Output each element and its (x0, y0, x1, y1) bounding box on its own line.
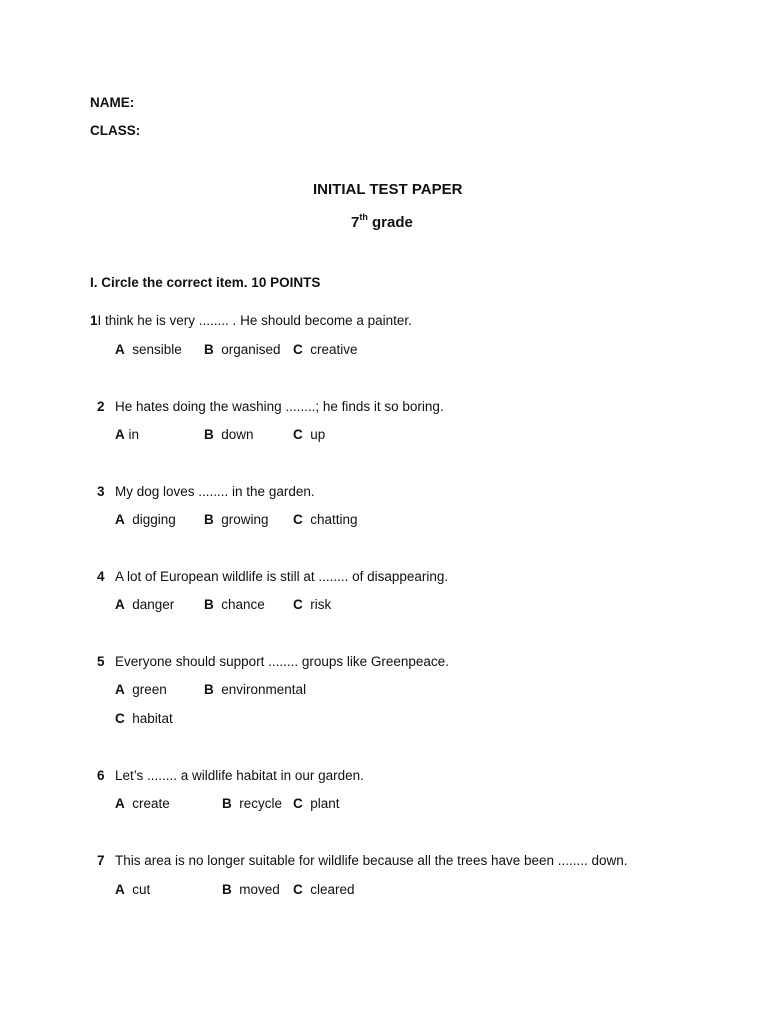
question-2-number: 2 (97, 399, 105, 414)
question-3-text: My dog loves ........ in the garden. (115, 484, 315, 499)
option-c (293, 342, 358, 357)
option-letter: A (115, 796, 125, 811)
option-c (293, 796, 340, 811)
question-6-text: Let’s ........ a wildlife habitat in our garden. (115, 768, 364, 783)
option-a (115, 512, 176, 527)
option-a (115, 342, 182, 357)
option-text: create (132, 796, 170, 811)
option-text: recycle (239, 796, 283, 811)
option-c (293, 597, 331, 612)
option-b (204, 512, 269, 527)
option-letter: A (115, 512, 125, 527)
question-number: 1 (90, 313, 98, 328)
question-5-text: Everyone should support ........ groups like Greenpeace. (115, 654, 449, 669)
grade-number: 7 (351, 214, 360, 231)
option-c (293, 427, 325, 442)
page-title: INITIAL TEST PAPER (313, 181, 463, 198)
option-a (115, 682, 167, 697)
option-letter: B (204, 427, 214, 442)
option-letter: A (115, 597, 125, 612)
class-label: CLASS: (90, 123, 141, 138)
grade-suffix: th (359, 212, 368, 222)
option-text: organised (221, 342, 281, 357)
question-6-number: 6 (97, 768, 105, 783)
option-a (115, 882, 150, 897)
option-text: habitat (132, 711, 173, 726)
question-4-text: A lot of European wildlife is still at ........ of disappearing. (115, 569, 449, 584)
question-7-text: This area is no longer suitable for wildlife because all the trees have been ........ down. (115, 853, 628, 868)
section-heading: I. Circle the correct item. 10 POINTS (90, 275, 321, 290)
option-letter: A (115, 882, 125, 897)
option-letter: C (293, 427, 303, 442)
option-a (115, 597, 174, 612)
option-letter: B (204, 682, 214, 697)
question-7-number: 7 (97, 853, 105, 868)
option-letter: B (204, 342, 214, 357)
question-5-number: 5 (97, 654, 105, 669)
option-b (204, 427, 254, 442)
option-letter: A (115, 427, 125, 442)
option-text: growing (221, 512, 269, 527)
option-text: in (128, 427, 140, 442)
option-text: moved (239, 882, 280, 897)
option-letter: B (222, 882, 232, 897)
option-b (204, 342, 281, 357)
question-3-number: 3 (97, 484, 105, 499)
option-c (115, 711, 173, 726)
option-text: chance (221, 597, 265, 612)
option-text: up (310, 427, 326, 442)
option-letter: C (293, 882, 303, 897)
option-b (204, 682, 306, 697)
option-letter: C (115, 711, 125, 726)
question-1 (90, 313, 412, 328)
option-text: danger (132, 597, 175, 612)
option-text: plant (310, 796, 340, 811)
option-text: green (132, 682, 167, 697)
question-text: I think he is very ........ . He should become a painter. (97, 313, 412, 328)
question-2-text: He hates doing the washing ........; he finds it so boring. (115, 399, 444, 414)
option-letter: C (293, 512, 303, 527)
option-text: cut (132, 882, 151, 897)
option-text: down (221, 427, 254, 442)
option-b (204, 597, 265, 612)
option-letter: C (293, 342, 303, 357)
name-label: NAME: (90, 95, 135, 110)
option-b (222, 882, 280, 897)
option-letter: A (115, 342, 125, 357)
option-text: risk (310, 597, 332, 612)
option-text: chatting (310, 512, 358, 527)
grade-label (351, 214, 413, 231)
option-a (115, 796, 170, 811)
grade-word: grade (372, 214, 413, 231)
option-letter: A (115, 682, 125, 697)
option-letter: B (204, 597, 214, 612)
option-text: environmental (221, 682, 307, 697)
option-letter: C (293, 796, 303, 811)
option-letter: C (293, 597, 303, 612)
option-letter: B (204, 512, 214, 527)
option-letter: B (222, 796, 232, 811)
option-a (115, 427, 139, 442)
option-text: creative (310, 342, 358, 357)
option-text: digging (132, 512, 176, 527)
option-text: sensible (132, 342, 182, 357)
option-b (222, 796, 282, 811)
option-c (293, 882, 355, 897)
option-text: cleared (310, 882, 355, 897)
question-4-number: 4 (97, 569, 105, 584)
option-c (293, 512, 358, 527)
